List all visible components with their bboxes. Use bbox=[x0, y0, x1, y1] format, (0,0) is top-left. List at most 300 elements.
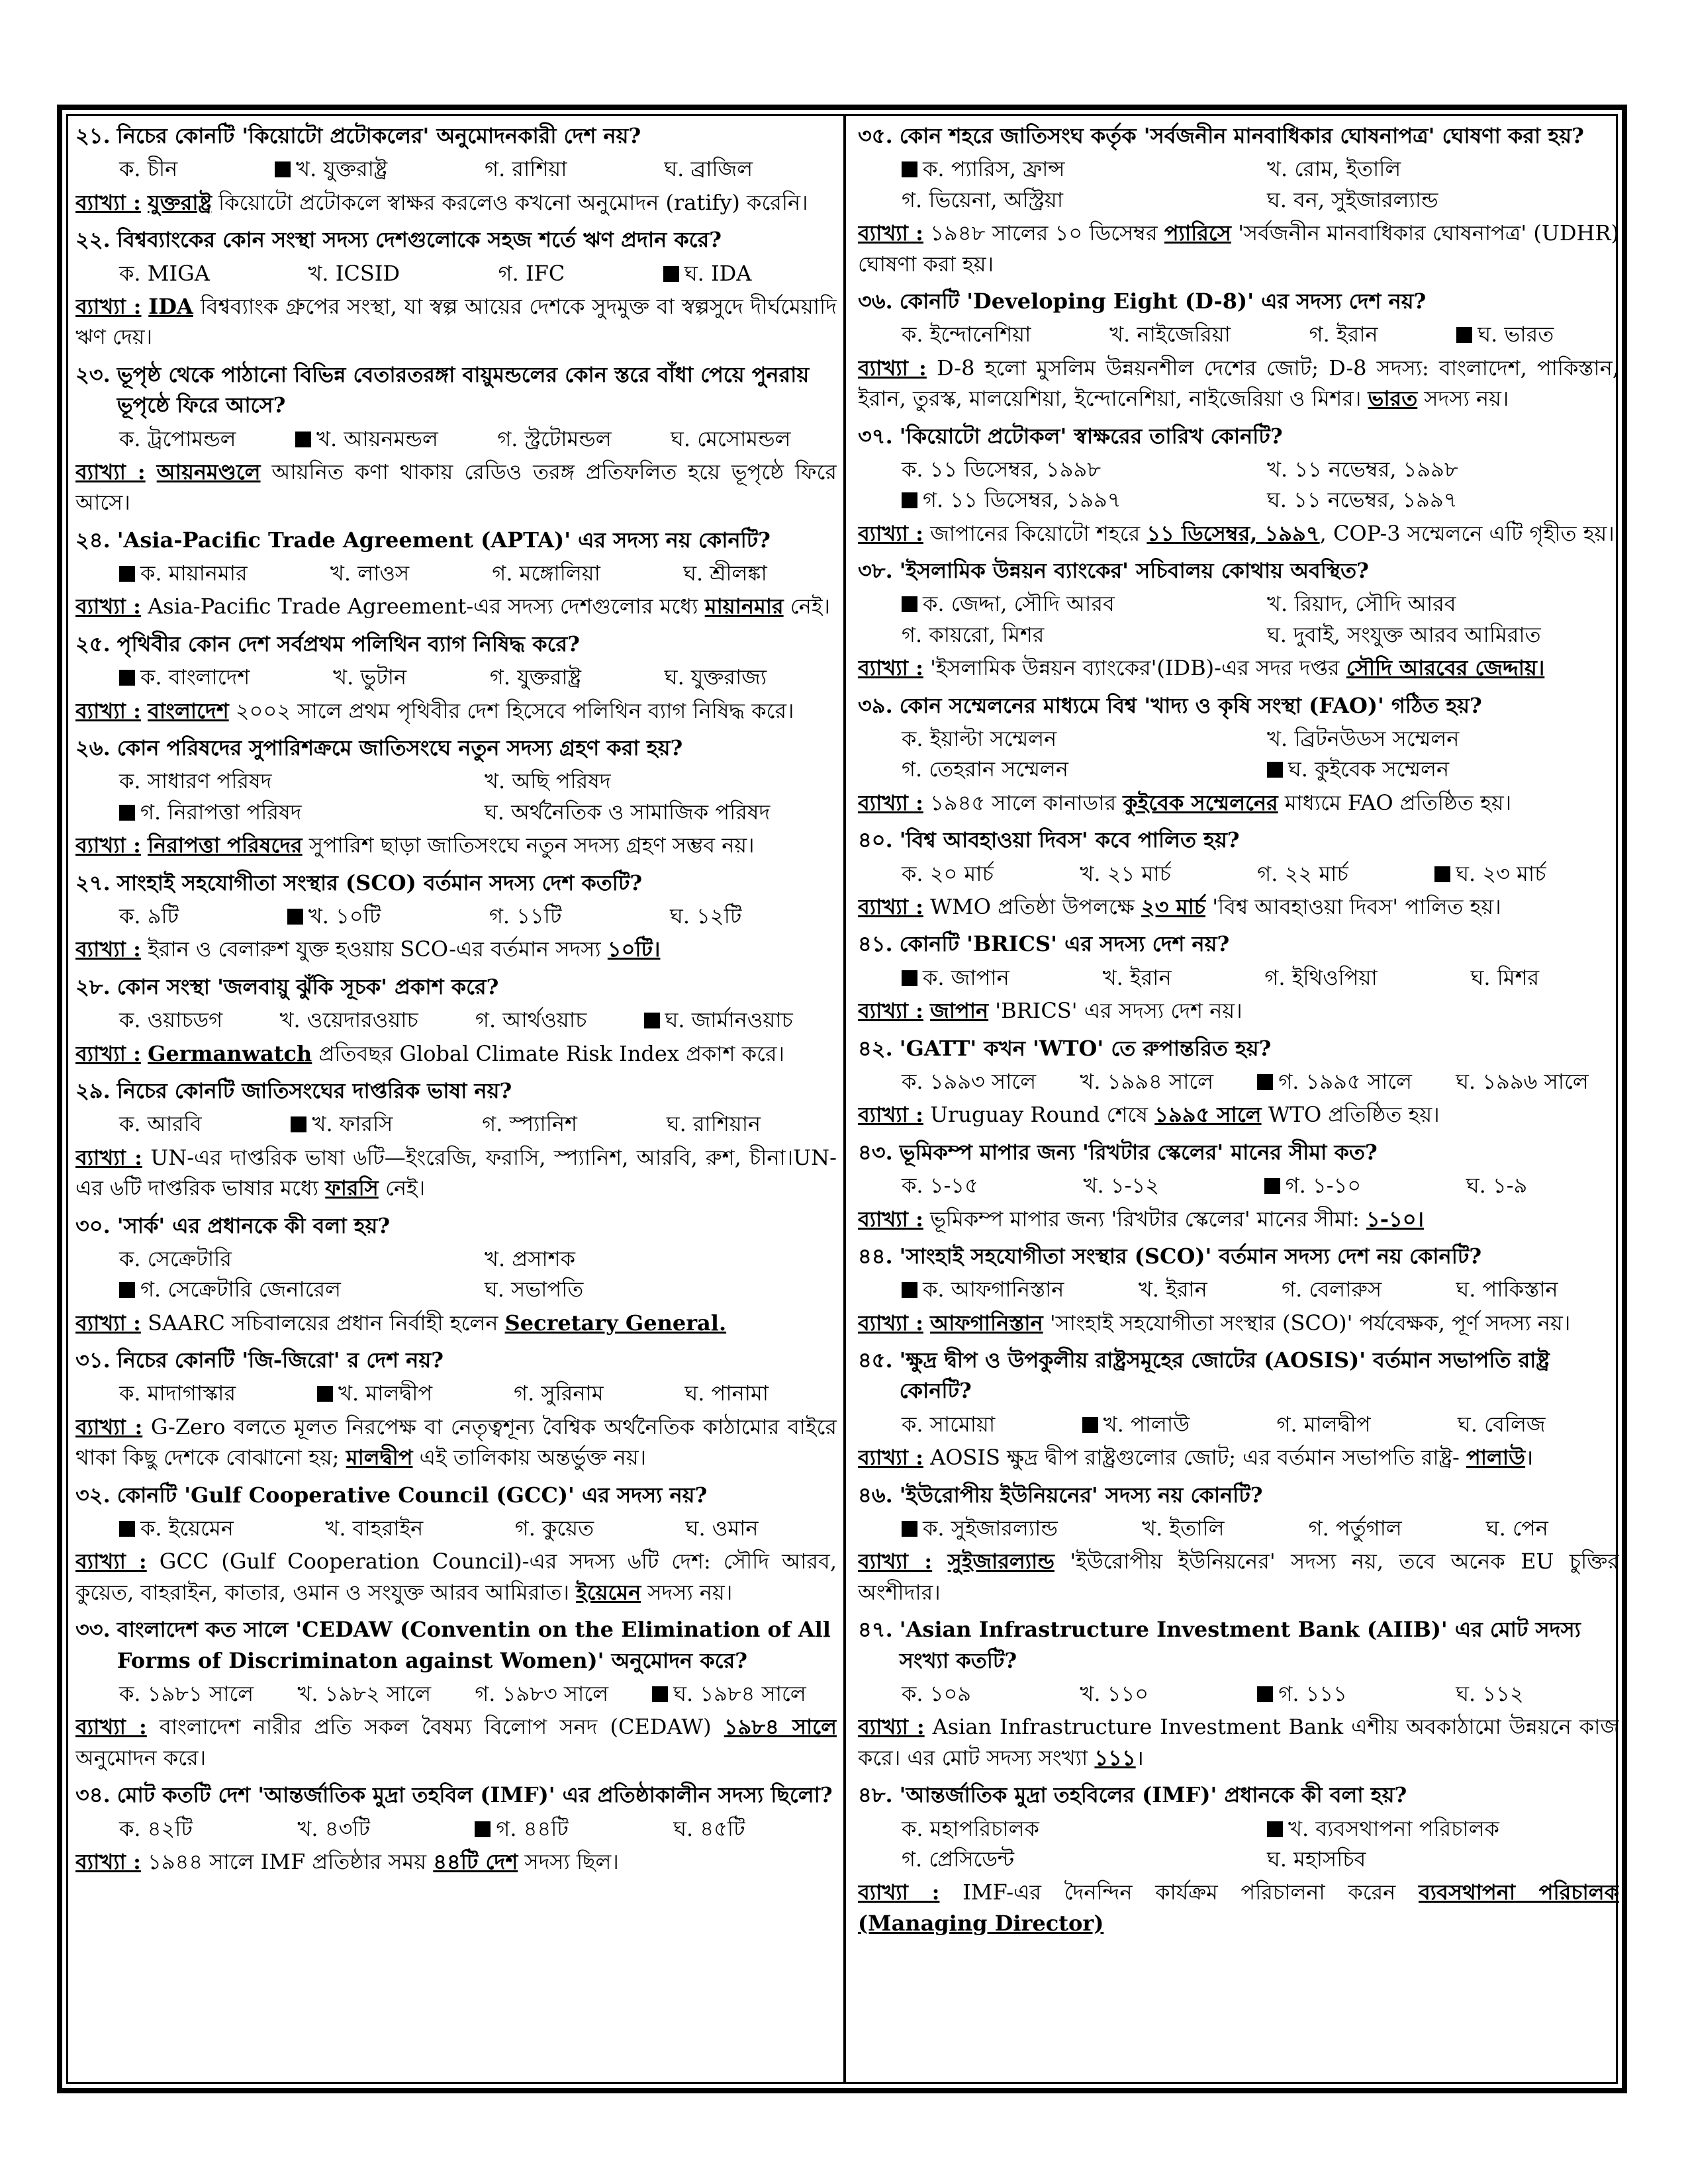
option bbox=[497, 424, 657, 454]
question-heading bbox=[75, 224, 837, 255]
question-block bbox=[75, 1480, 837, 1608]
correct-answer-marker-icon bbox=[1456, 327, 1472, 343]
option-label: ঘ. দুবাই, সংযুক্ত আরব আমিরাত bbox=[1267, 621, 1541, 647]
question-text: 'GATT' কখন 'WTO' তে রুপান্তরিত হয়? bbox=[899, 1035, 1272, 1061]
question-block bbox=[75, 868, 837, 965]
option-label: গ. স্ট্রটোমন্ডল bbox=[497, 426, 612, 451]
option bbox=[1456, 1066, 1619, 1097]
option-label: গ. ১১ ডিসেম্বর, ১৯৯৭ bbox=[923, 487, 1121, 513]
explanation-label: ব্যাখ্যা : bbox=[858, 355, 927, 381]
explanation-label: ব্যাখ্যা : bbox=[75, 293, 142, 319]
option-correct bbox=[1456, 319, 1619, 349]
option-correct bbox=[902, 484, 1254, 515]
explanation-text: ১৯৪৮ সালের ১০ ডিসেম্বর bbox=[930, 220, 1164, 246]
explanation-keyword: সুইজারল্যান্ড bbox=[947, 1549, 1055, 1574]
option-label: ঘ. ভারত bbox=[1477, 322, 1554, 347]
option-correct bbox=[119, 558, 317, 588]
option bbox=[119, 1813, 284, 1844]
question-heading bbox=[75, 120, 837, 151]
option-label: গ. কায়রো, মিশর bbox=[902, 621, 1045, 647]
option-label: খ. ১১০ bbox=[1080, 1680, 1149, 1706]
option-label: গ. ৪৪টি bbox=[496, 1815, 569, 1841]
explanation bbox=[858, 788, 1619, 818]
option-label: খ. রিয়াদ, সৌদি আরব bbox=[1267, 591, 1456, 617]
option bbox=[485, 797, 837, 827]
option-label: ক. ইন্দোনেশিয়া bbox=[902, 322, 1031, 347]
options-list bbox=[858, 588, 1619, 650]
option bbox=[667, 1109, 837, 1139]
option-label: গ. মঙ্গোলিয়া bbox=[492, 561, 600, 586]
option-label: ঘ. ২৩ মার্চ bbox=[1456, 860, 1546, 886]
explanation-text: Asia-Pacific Trade Agreement-এর সদস্য দেশগুলোর মধ্যে bbox=[148, 594, 705, 619]
option bbox=[330, 558, 479, 588]
option-label: খ. ইতালি bbox=[1142, 1516, 1225, 1541]
question-block bbox=[75, 1345, 837, 1473]
option-label: ঘ. রাশিয়ান bbox=[666, 1111, 761, 1137]
explanation bbox=[858, 995, 1619, 1026]
option-label: গ. আর্থওয়াচ bbox=[475, 1007, 587, 1033]
option-label: ঘ. ১১২ bbox=[1456, 1680, 1524, 1706]
explanation-keyword: ইয়েমেন bbox=[576, 1579, 641, 1605]
option-label: গ. রাশিয়া bbox=[485, 156, 567, 182]
explanation-keyword: ২৩ মার্চ bbox=[1141, 893, 1206, 919]
option bbox=[485, 1244, 837, 1274]
question-text: বাংলাদেশ কত সালে 'CEDAW (Conventin on the Elimination of All Forms of Discriminaton against Women)' অনুমোদন করে? bbox=[117, 1617, 831, 1673]
explanation-label: ব্যাখ্যা : bbox=[858, 790, 923, 815]
option-correct bbox=[1267, 1813, 1619, 1844]
correct-answer-marker-icon bbox=[119, 805, 135, 821]
option-label: ক. ওয়াচডগ bbox=[119, 1007, 223, 1033]
option-label: গ. তেহরান সম্মেলন bbox=[902, 756, 1068, 782]
question-block bbox=[75, 120, 837, 218]
explanation-text: সদস্য নয়। bbox=[1417, 386, 1509, 412]
left-column bbox=[75, 120, 837, 2079]
correct-answer-marker-icon bbox=[291, 1116, 306, 1132]
question-heading bbox=[858, 120, 1619, 151]
explanation-keyword: কুইবেক সম্মেলনের bbox=[1123, 790, 1278, 815]
options-list bbox=[75, 1244, 837, 1305]
option-correct bbox=[1264, 1170, 1453, 1201]
explanation-label: ব্যাখ্যা : bbox=[75, 1714, 147, 1740]
question-number: ৪৪. bbox=[858, 1243, 893, 1269]
options-list bbox=[858, 1409, 1619, 1439]
option-correct bbox=[902, 962, 1090, 993]
explanation bbox=[75, 1711, 837, 1773]
options-list bbox=[858, 962, 1619, 993]
explanation bbox=[858, 1308, 1619, 1338]
option-label: ক. চীন bbox=[119, 156, 178, 182]
option bbox=[902, 1678, 1066, 1709]
options-list bbox=[858, 1678, 1619, 1709]
question-text: 'Asia-Pacific Trade Agreement (APTA)' এর সদস্য নয় কোনটি? bbox=[117, 527, 771, 553]
option-label: ঘ. পাকিস্তান bbox=[1456, 1277, 1558, 1302]
explanation-label: ব্যাখ্যা : bbox=[858, 1445, 923, 1471]
options-list bbox=[75, 662, 837, 692]
explanation bbox=[858, 1204, 1619, 1234]
question-block bbox=[858, 1480, 1619, 1608]
explanation bbox=[858, 653, 1619, 683]
option-label: গ. ১-১০ bbox=[1285, 1173, 1362, 1199]
option-label: গ. স্প্যানিশ bbox=[482, 1111, 577, 1137]
explanation-text: ২০০২ সালে প্রথম পৃথিবীর দেশ হিসেবে পলিথিন ব্যাগ নিষিদ্ধ করে। bbox=[228, 698, 794, 723]
option-label: গ. ইরান bbox=[1309, 322, 1378, 347]
question-heading bbox=[75, 1780, 837, 1810]
option-label: গ. পর্তুগাল bbox=[1308, 1516, 1402, 1541]
explanation-keyword: প্যারিসে bbox=[1164, 220, 1231, 246]
question-number: ৪১. bbox=[858, 931, 893, 957]
option-correct bbox=[295, 424, 484, 454]
question-text: 'কিয়োটো প্রটোকল' স্বাক্ষরের তারিখ কোনটি? bbox=[899, 423, 1283, 449]
question-number: ৩২. bbox=[75, 1482, 111, 1508]
option-label: ঘ. অর্থনৈতিক ও সামাজিক পরিষদ bbox=[485, 799, 771, 825]
option-label: ক. মায়ানমার bbox=[140, 561, 248, 586]
explanation-keyword: Germanwatch bbox=[148, 1040, 312, 1066]
options-list bbox=[858, 454, 1619, 516]
option-label: ক. ১১ ডিসেম্বর, ১৯৯৮ bbox=[902, 456, 1101, 482]
question-number: ৪৭. bbox=[858, 1617, 893, 1643]
explanation-keyword: মায়ানমার bbox=[704, 594, 784, 619]
option-label: খ. ফারসি bbox=[312, 1111, 393, 1137]
option bbox=[902, 185, 1254, 215]
option-label: গ. ১১টি bbox=[489, 903, 562, 929]
explanation-keyword: ফারসি bbox=[325, 1175, 379, 1201]
explanation-keyword: বাংলাদেশ bbox=[148, 698, 229, 723]
explanation-text: GCC (Gulf Cooperation Council)-এর সদস্য ৬টি দেশ: সৌদি আরব, কুয়েত, বাহরাইন, কাতার, ওমান ও সংযুক্ত আরব আমিরাত। bbox=[75, 1549, 837, 1605]
options-list bbox=[858, 1513, 1619, 1543]
option bbox=[902, 319, 1096, 349]
question-heading bbox=[75, 1614, 837, 1676]
question-number: ২৫. bbox=[75, 631, 111, 657]
option-label: ঘ. জার্মানওয়াচ bbox=[665, 1007, 793, 1033]
explanation-text: G-Zero বলতে মূলত নিরপেক্ষ বা নেতৃত্বশূন্য বৈশ্বিক অর্থনৈতিক কাঠামোর বাইরে থাকা কিছু দেশকে বোঝানো হয়; bbox=[75, 1414, 837, 1471]
options-list bbox=[75, 901, 837, 931]
option-label: খ. ICSID bbox=[308, 260, 400, 286]
option-label: খ. যুক্তরাষ্ট্র bbox=[296, 156, 388, 182]
question-text: মোট কতটি দেশ 'আন্তর্জাতিক মুদ্রা তহবিল (IMF)' এর প্রতিষ্ঠাকালীন সদস্য ছিলো? bbox=[117, 1782, 833, 1808]
option bbox=[673, 1813, 837, 1844]
question-number: ২৭. bbox=[75, 870, 111, 895]
option-label: ঘ. পেন bbox=[1485, 1516, 1548, 1541]
correct-answer-marker-icon bbox=[119, 566, 135, 582]
explanation-text: 'বিশ্ব আবহাওয়া দিবস' পালিত হয়। bbox=[1205, 893, 1501, 919]
explanation-text: Uruguay Round শেষে bbox=[930, 1102, 1155, 1128]
correct-answer-marker-icon bbox=[1434, 866, 1450, 882]
options-list bbox=[75, 424, 837, 454]
explanation-text: মাধ্যমে FAO প্রতিষ্ঠিত হয়। bbox=[1278, 790, 1512, 815]
option bbox=[308, 258, 485, 289]
option-label: ঘ. পানামা bbox=[684, 1381, 769, 1406]
option-label: গ. ২২ মার্চ bbox=[1257, 860, 1348, 886]
option bbox=[902, 754, 1254, 784]
question-heading bbox=[75, 1210, 837, 1241]
question-text: 'ইসলামিক উন্নয়ন ব্যাংকের' সচিবালয় কোথায় অবস্থিত? bbox=[899, 558, 1369, 584]
option-label: খ. ১-১২ bbox=[1083, 1173, 1160, 1199]
option-correct bbox=[644, 1005, 837, 1035]
question-heading bbox=[858, 1345, 1619, 1406]
explanation-text: সদস্য ছিল। bbox=[518, 1848, 619, 1874]
explanation-keyword: নিরাপত্তা পরিষদের bbox=[148, 833, 303, 858]
option-label: ক. ইয়াল্টা সম্মেলন bbox=[902, 726, 1057, 752]
question-number: ২৬. bbox=[75, 735, 111, 761]
correct-answer-marker-icon bbox=[902, 161, 917, 177]
option bbox=[485, 154, 651, 184]
correct-answer-marker-icon bbox=[119, 1282, 135, 1298]
explanation-keyword: ১১১ bbox=[1094, 1745, 1136, 1770]
question-block bbox=[858, 1614, 1619, 1773]
option-label: খ. ভুটান bbox=[333, 664, 407, 690]
correct-answer-marker-icon bbox=[317, 1386, 333, 1402]
option bbox=[902, 1813, 1254, 1844]
option-label: খ. ব্যবসথাপনা পরিচালক bbox=[1288, 1815, 1499, 1841]
explanation-label: ব্যাখ্যা : bbox=[75, 1040, 141, 1066]
option bbox=[902, 1066, 1066, 1097]
question-number: ৩৬. bbox=[858, 288, 893, 314]
option bbox=[1267, 723, 1619, 754]
question-text: কোনটি 'Gulf Cooperative Council (GCC)' এর সদস্য নয়? bbox=[117, 1482, 708, 1508]
question-heading bbox=[858, 1137, 1619, 1167]
option-label: ঘ. যুক্তরাজ্য bbox=[664, 664, 767, 690]
explanation-label: ব্যাখ্যা : bbox=[75, 594, 141, 619]
correct-answer-marker-icon bbox=[902, 1521, 917, 1537]
option-label: ঘ. ১২টি bbox=[670, 903, 742, 929]
option-label: ক. বাংলাদেশ bbox=[140, 664, 250, 690]
option bbox=[902, 858, 1066, 889]
question-number: ২১. bbox=[75, 123, 111, 148]
option bbox=[1080, 858, 1244, 889]
option-label: ক. ২০ মার্চ bbox=[902, 860, 994, 886]
option-label: ক. মাদাগাস্কার bbox=[119, 1381, 236, 1406]
option-correct bbox=[119, 1513, 312, 1543]
option bbox=[1139, 1274, 1268, 1304]
explanation-keyword: ১-১০। bbox=[1366, 1206, 1424, 1232]
question-number: ৪৫. bbox=[858, 1347, 893, 1373]
option-label: ঘ. শ্রীলঙ্কা bbox=[683, 561, 767, 586]
options-list bbox=[858, 1274, 1619, 1304]
options-list bbox=[75, 1513, 837, 1543]
question-number: ৩৫. bbox=[858, 123, 893, 148]
option-label: ক. আরবি bbox=[119, 1111, 202, 1137]
option-correct bbox=[902, 588, 1254, 619]
question-heading bbox=[858, 1480, 1619, 1510]
option-correct bbox=[119, 797, 471, 827]
question-text: 'বিশ্ব আবহাওয়া দিবস' কবে পালিত হয়? bbox=[899, 827, 1240, 853]
explanation-label: ব্যাখ্যা : bbox=[75, 1549, 147, 1574]
option bbox=[1282, 1274, 1442, 1304]
option bbox=[485, 766, 837, 796]
question-text: ভূমিকম্প মাপার জন্য 'রিখটার স্কেলের' মানের সীমা কত? bbox=[899, 1139, 1378, 1165]
option bbox=[514, 1378, 671, 1408]
option-label: ক. ১০৯ bbox=[902, 1680, 972, 1706]
question-number: ৩১. bbox=[75, 1347, 111, 1373]
question-block bbox=[858, 1137, 1619, 1234]
option-label: ক. MIGA bbox=[119, 260, 210, 286]
explanation-label: ব্যাখ্যা : bbox=[75, 1310, 141, 1336]
explanation-text: প্রতিবছর Global Climate Risk Index প্রকাশ করে। bbox=[312, 1040, 785, 1066]
explanation-text: AOSIS ক্ষুদ্র দ্বীপ রাষ্ট্রগুলোর জোট; এর বর্তমান সভাপতি রাষ্ট্র- bbox=[930, 1445, 1467, 1471]
question-text: কোন সম্মেলনের মাধ্যমে বিশ্ব 'খাদ্য ও কৃষি সংস্থা (FAO)' গঠিত হয়? bbox=[899, 692, 1482, 718]
question-block bbox=[858, 825, 1619, 922]
option bbox=[1267, 454, 1619, 484]
option-label: খ. বাহরাইন bbox=[325, 1516, 424, 1541]
explanation-label: ব্যাখ্যা : bbox=[858, 655, 923, 681]
explanation-label: ব্যাখ্যা : bbox=[75, 1848, 141, 1874]
option-label: ঘ. ১৯৯৬ সালে bbox=[1456, 1068, 1589, 1094]
question-number: ৪২. bbox=[858, 1035, 893, 1061]
explanation-keyword: ১৯৮৪ সালে bbox=[724, 1714, 837, 1740]
question-number: ৩৮. bbox=[858, 558, 893, 584]
correct-answer-marker-icon bbox=[1267, 762, 1283, 778]
option bbox=[665, 662, 837, 692]
option bbox=[498, 258, 650, 289]
question-text: নিচের কোনটি জাতিসংঘের দাপ্তরিক ভাষা নয়? bbox=[117, 1077, 512, 1103]
option-correct bbox=[1257, 1066, 1442, 1097]
option bbox=[1276, 1409, 1444, 1439]
question-text: কোনটি 'Developing Eight (D-8)' এর সদস্য দেশ নয়? bbox=[899, 288, 1427, 314]
option bbox=[1466, 1170, 1619, 1201]
option bbox=[1456, 1274, 1619, 1304]
explanation-label: ব্যাখ্যা : bbox=[858, 220, 923, 246]
question-text: বিশ্বব্যাংকের কোন সংস্থা সদস্য দেশগুলোকে সহজ শর্তে ঋণ প্রদান করে? bbox=[117, 227, 722, 253]
option-correct bbox=[291, 1109, 469, 1139]
option-label: গ. মালদ্বীপ bbox=[1276, 1411, 1371, 1437]
question-block bbox=[75, 972, 837, 1069]
option bbox=[1080, 1066, 1244, 1097]
question-number: ৪৬. bbox=[858, 1482, 893, 1508]
options-list bbox=[75, 558, 837, 588]
option-label: ঘ. ব্রাজিল bbox=[664, 156, 753, 182]
option-label: ঘ. মিশর bbox=[1470, 964, 1540, 990]
explanation bbox=[858, 518, 1619, 549]
option bbox=[1080, 1678, 1244, 1709]
option-label: গ. ১৯৯৫ সালে bbox=[1278, 1068, 1412, 1094]
correct-answer-marker-icon bbox=[902, 970, 917, 986]
option-label: ঘ. ১৯৮৪ সালে bbox=[673, 1680, 806, 1706]
explanation bbox=[75, 934, 837, 964]
explanation-keyword: ১১ ডিসেম্বর, ১৯৯৭ bbox=[1147, 520, 1320, 546]
question-number: ৪৩. bbox=[858, 1139, 893, 1165]
question-text: 'আন্তর্জাতিক মুদ্রা তহবিলের (IMF)' প্রধানকে কী বলা হয়? bbox=[899, 1782, 1407, 1808]
option-correct bbox=[119, 1274, 471, 1304]
option-label: ক. প্যারিস, ফ্রান্স bbox=[923, 156, 1065, 182]
column-divider bbox=[843, 114, 846, 2084]
option-label: খ. নাইজেরিয়া bbox=[1109, 322, 1231, 347]
explanation-label: ব্যাখ্যা : bbox=[858, 1549, 933, 1574]
option-label: খ. আয়নমন্ডল bbox=[316, 426, 438, 451]
options-list bbox=[75, 1109, 837, 1139]
correct-answer-marker-icon bbox=[475, 1821, 491, 1837]
option bbox=[1267, 1844, 1619, 1874]
option bbox=[1458, 1409, 1619, 1439]
question-block bbox=[858, 555, 1619, 684]
explanation-text: 'ইউরোপীয় ইউনিয়নের' সদস্য নয়, তবে অনেক EU চুক্তির অংশীদার। bbox=[858, 1549, 1619, 1605]
correct-answer-marker-icon bbox=[119, 1521, 135, 1537]
question-heading bbox=[75, 868, 837, 898]
options-list bbox=[858, 858, 1619, 889]
option bbox=[119, 901, 274, 931]
option bbox=[297, 1813, 461, 1844]
option-label: ঘ. ১১ নভেম্বর, ১৯৯৭ bbox=[1267, 487, 1458, 513]
option-label: ক. মহাপরিচালক bbox=[902, 1815, 1039, 1841]
explanation-keyword: আয়নমণ্ডলে bbox=[156, 459, 261, 484]
option-label: গ. IFC bbox=[498, 260, 565, 286]
question-text: পৃথিবীর কোন দেশ সর্বপ্রথম পলিথিন ব্যাগ নিষিদ্ধ করে? bbox=[117, 631, 580, 657]
question-heading bbox=[858, 421, 1619, 451]
option-correct bbox=[475, 1813, 660, 1844]
option-label: ক. ইয়েমেন bbox=[140, 1516, 234, 1541]
question-heading bbox=[858, 825, 1619, 855]
options-list bbox=[75, 1005, 837, 1035]
option bbox=[1267, 154, 1619, 184]
explanation-text: সুপারিশ ছাড়া জাতিসংঘে নতুন সদস্য গ্রহণ সম্ভব নয়। bbox=[302, 833, 755, 858]
question-text: 'Asian Infrastructure Investment Bank (AIIB)' এর মোট সদস্য সংখ্যা কতটি? bbox=[899, 1617, 1581, 1673]
question-number: ৩৪. bbox=[75, 1782, 111, 1808]
explanation-label: ব্যাখ্যা : bbox=[75, 189, 141, 215]
option-label: ক. জাপান bbox=[923, 964, 1009, 990]
question-text: নিচের কোনটি 'কিয়োটো প্রটোকলের' অনুমোদনকারী দেশ নয়? bbox=[117, 123, 641, 148]
option-correct bbox=[317, 1378, 500, 1408]
option bbox=[119, 1244, 471, 1274]
explanation-label: ব্যাখ্যা : bbox=[75, 698, 141, 723]
explanation-text: বাংলাদেশ নারীর প্রতি সকল বৈষম্য বিলোপ সনদ (CEDAW) bbox=[159, 1714, 724, 1740]
option-label: খ. ১৯৯৪ সালে bbox=[1080, 1068, 1214, 1094]
question-heading bbox=[75, 1345, 837, 1375]
option bbox=[333, 662, 477, 692]
explanation bbox=[75, 830, 837, 860]
question-heading bbox=[858, 1780, 1619, 1810]
option bbox=[482, 1109, 653, 1139]
question-number: ৩৭. bbox=[858, 423, 893, 449]
explanation-text: 'সাংহাই সহযোগীতা সংস্থার (SCO)' পর্যবেক্ষক, পূর্ণ সদস্য নয়। bbox=[1043, 1310, 1571, 1336]
option-label: ক. জেদ্দা, সৌদি আরব bbox=[923, 591, 1115, 617]
option bbox=[119, 154, 261, 184]
explanation-keyword: ভারত bbox=[1368, 386, 1418, 412]
explanation bbox=[858, 1442, 1619, 1473]
explanation-text: । bbox=[1135, 1745, 1144, 1770]
explanation-text: ইরান ও বেলারুশ যুক্ত হওয়ায় SCO-এর বর্তমান সদস্য bbox=[148, 936, 608, 962]
options-list bbox=[858, 154, 1619, 215]
question-block bbox=[75, 629, 837, 726]
option-label: ঘ. ১-৯ bbox=[1466, 1173, 1528, 1199]
option bbox=[1267, 619, 1619, 650]
question-number: ৪৮. bbox=[858, 1782, 893, 1808]
option bbox=[119, 1678, 284, 1709]
option-label: খ. লাওস bbox=[330, 561, 410, 586]
question-heading bbox=[858, 1241, 1619, 1271]
question-heading bbox=[858, 929, 1619, 959]
option-label: খ. ১০টি bbox=[308, 903, 381, 929]
question-block bbox=[75, 1075, 837, 1204]
question-number: ২৪. bbox=[75, 527, 111, 553]
option bbox=[515, 1513, 673, 1543]
explanation bbox=[75, 1142, 837, 1204]
question-text: সাংহাই সহযোগীতা সংস্থার (SCO) বর্তমান সদস্য দেশ কতটি? bbox=[117, 870, 643, 895]
option-label: গ. প্রেসিডেন্ট bbox=[902, 1846, 1015, 1872]
explanation-label: ব্যাখ্যা : bbox=[858, 1714, 925, 1740]
option bbox=[902, 1409, 1069, 1439]
explanation-text: সদস্য নয়। bbox=[641, 1579, 733, 1605]
option bbox=[119, 1378, 304, 1408]
question-number: ৩৯. bbox=[858, 692, 893, 718]
question-block bbox=[75, 359, 837, 518]
question-heading bbox=[75, 525, 837, 555]
option bbox=[1257, 858, 1421, 889]
option-label: খ. ২১ মার্চ bbox=[1080, 860, 1171, 886]
option-label: ক. সাধারণ পরিষদ bbox=[119, 768, 272, 794]
question-text: কোনটি 'BRICS' এর সদস্য দেশ নয়? bbox=[899, 931, 1230, 957]
question-text: 'সাংহাই সহযোগীতা সংস্থার (SCO)' বর্তমান সদস্য দেশ নয় কোনটি? bbox=[899, 1243, 1482, 1269]
explanation-keyword: ব্যবসথাপনা পরিচালক (Managing Director) bbox=[858, 1880, 1619, 1936]
right-column bbox=[858, 120, 1619, 2079]
